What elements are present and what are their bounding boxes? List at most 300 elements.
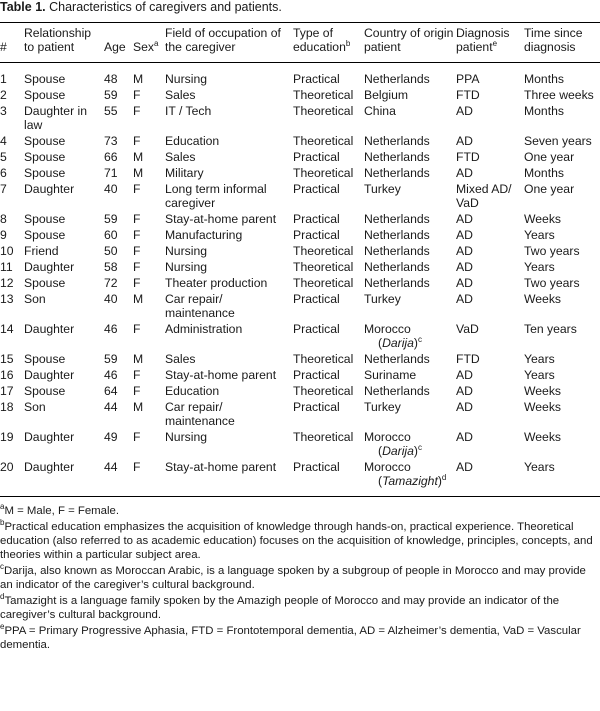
sex-cell <box>133 104 165 134</box>
age-cell-text: 64 <box>104 384 118 398</box>
table-row <box>0 368 600 384</box>
relationship-cell <box>24 400 104 430</box>
table-row <box>0 352 600 368</box>
row-number-text: 15 <box>0 352 14 366</box>
occupation-cell-text: Nursing <box>165 244 207 258</box>
sex-cell <box>133 460 165 490</box>
education-cell-text: Theoretical <box>293 352 354 366</box>
sex-cell-text: F <box>133 368 141 382</box>
age-cell <box>104 182 133 212</box>
time-cell <box>524 292 600 322</box>
age-cell-text: 58 <box>104 260 118 274</box>
age-cell <box>104 62 133 88</box>
column-header <box>24 26 104 62</box>
row-number-text: 19 <box>0 430 14 444</box>
sex-cell <box>133 166 165 182</box>
age-cell <box>104 400 133 430</box>
footnote <box>0 594 600 622</box>
occupation-cell <box>165 352 293 368</box>
diagnosis-cell-text: AD <box>456 134 473 148</box>
footnote-text: Tamazight is a language family spoken by the Amazigh people of Morocco and may provide an indicator of the caregiver’s cultural background. <box>0 595 560 621</box>
country-cell-text: Turkey <box>364 292 401 306</box>
sex-cell <box>133 292 165 322</box>
education-cell-text: Practical <box>293 228 340 242</box>
education-cell-text: Practical <box>293 212 340 226</box>
row-number <box>0 228 24 244</box>
row-number <box>0 460 24 490</box>
time-cell <box>524 104 600 134</box>
relationship-cell-text: Daughter <box>24 430 75 444</box>
occupation-cell <box>165 322 293 352</box>
row-number-text: 20 <box>0 460 14 474</box>
age-cell <box>104 150 133 166</box>
country-cell-text: Netherlands <box>364 134 430 148</box>
characteristics-table <box>0 26 600 490</box>
sex-cell <box>133 276 165 292</box>
footnote-mark: b <box>0 518 5 528</box>
diagnosis-cell <box>456 430 524 460</box>
time-cell-text: Years <box>524 368 555 382</box>
sex-cell <box>133 400 165 430</box>
table-row <box>0 384 600 400</box>
table-body <box>0 62 600 490</box>
occupation-cell-text: Military <box>165 166 204 180</box>
relationship-cell <box>24 212 104 228</box>
age-cell <box>104 352 133 368</box>
age-cell-text: 55 <box>104 104 118 118</box>
time-cell <box>524 244 600 260</box>
occupation-cell <box>165 292 293 322</box>
education-cell <box>293 368 364 384</box>
age-cell-text: 60 <box>104 228 118 242</box>
table-row <box>0 104 600 134</box>
occupation-cell-text: Stay-at-home parent <box>165 368 277 382</box>
occupation-cell-text: Long term informal caregiver <box>165 182 267 210</box>
diagnosis-cell <box>456 368 524 384</box>
country-cell-text: Netherlands <box>364 228 430 242</box>
age-cell-text: 40 <box>104 182 118 196</box>
diagnosis-cell-text: AD <box>456 430 473 444</box>
row-number <box>0 134 24 150</box>
row-number-text: 8 <box>0 212 7 226</box>
row-number <box>0 182 24 212</box>
table-row <box>0 400 600 430</box>
age-cell-text: 46 <box>104 322 118 336</box>
education-cell-text: Practical <box>293 182 340 196</box>
relationship-cell-text: Son <box>24 292 46 306</box>
diagnosis-cell <box>456 276 524 292</box>
relationship-cell <box>24 150 104 166</box>
occupation-cell <box>165 88 293 104</box>
row-number-text: 16 <box>0 368 14 382</box>
sex-cell-text: F <box>133 260 141 274</box>
language-name: Tamazight <box>382 474 438 488</box>
age-cell-text: 59 <box>104 352 118 366</box>
relationship-cell <box>24 276 104 292</box>
country-cell-text: Turkey <box>364 182 401 196</box>
country-cell <box>364 104 456 134</box>
occupation-cell-text: Nursing <box>165 430 207 444</box>
age-cell-text: 59 <box>104 212 118 226</box>
country-cell-text: Netherlands <box>364 260 430 274</box>
row-number <box>0 322 24 352</box>
age-cell <box>104 166 133 182</box>
row-number <box>0 276 24 292</box>
education-cell <box>293 88 364 104</box>
country-cell <box>364 244 456 260</box>
time-cell <box>524 182 600 212</box>
column-header <box>104 26 133 62</box>
time-cell-text: Years <box>524 260 555 274</box>
occupation-cell-text: Theater production <box>165 276 268 290</box>
country-cell-text: Morocco <box>364 322 411 336</box>
occupation-cell <box>165 182 293 212</box>
relationship-cell <box>24 134 104 150</box>
row-number <box>0 166 24 182</box>
footnote-mark: a <box>0 502 5 512</box>
education-cell <box>293 62 364 88</box>
footnote-mark: d <box>0 592 5 602</box>
column-header <box>133 26 165 62</box>
country-cell <box>364 150 456 166</box>
diagnosis-cell-text: AD <box>456 166 473 180</box>
diagnosis-cell <box>456 244 524 260</box>
country-cell-text: Netherlands <box>364 352 430 366</box>
relationship-cell <box>24 182 104 212</box>
time-cell <box>524 352 600 368</box>
diagnosis-cell <box>456 384 524 400</box>
table-row <box>0 292 600 322</box>
occupation-cell-text: Sales <box>165 88 196 102</box>
diagnosis-cell-text: AD <box>456 384 473 398</box>
country-cell-text: Netherlands <box>364 276 430 290</box>
diagnosis-cell-text: PPA <box>456 72 480 86</box>
relationship-cell-text: Spouse <box>24 150 66 164</box>
sex-cell <box>133 368 165 384</box>
relationship-cell-text: Spouse <box>24 352 66 366</box>
sex-cell-text: M <box>133 166 144 180</box>
country-cell <box>364 166 456 182</box>
table-row <box>0 228 600 244</box>
diagnosis-cell <box>456 104 524 134</box>
table-row <box>0 244 600 260</box>
row-number-text: 13 <box>0 292 14 306</box>
relationship-cell <box>24 260 104 276</box>
age-cell <box>104 384 133 400</box>
occupation-cell-text: Sales <box>165 150 196 164</box>
education-cell <box>293 276 364 292</box>
age-cell-text: 72 <box>104 276 118 290</box>
diagnosis-cell-text: AD <box>456 104 473 118</box>
header-row <box>0 26 600 62</box>
time-cell-text: Ten years <box>524 322 577 336</box>
relationship-cell-text: Spouse <box>24 228 66 242</box>
education-cell-text: Practical <box>293 322 340 336</box>
education-cell <box>293 322 364 352</box>
relationship-cell <box>24 430 104 460</box>
time-cell <box>524 150 600 166</box>
education-cell-text: Theoretical <box>293 384 354 398</box>
diagnosis-cell <box>456 62 524 88</box>
relationship-cell <box>24 292 104 322</box>
row-number-text: 2 <box>0 88 7 102</box>
diagnosis-cell <box>456 400 524 430</box>
sex-cell <box>133 88 165 104</box>
relationship-cell <box>24 88 104 104</box>
education-cell <box>293 182 364 212</box>
relationship-cell-text: Spouse <box>24 276 66 290</box>
education-cell <box>293 292 364 322</box>
diagnosis-cell <box>456 150 524 166</box>
age-cell-text: 66 <box>104 150 118 164</box>
diagnosis-cell <box>456 292 524 322</box>
diagnosis-cell <box>456 166 524 182</box>
sex-cell-text: M <box>133 150 144 164</box>
relationship-cell-text: Spouse <box>24 384 66 398</box>
relationship-cell <box>24 228 104 244</box>
time-cell-text: Weeks <box>524 384 562 398</box>
age-cell-text: 71 <box>104 166 118 180</box>
relationship-cell <box>24 384 104 400</box>
country-cell <box>364 228 456 244</box>
relationship-cell <box>24 368 104 384</box>
country-cell <box>364 182 456 212</box>
country-cell-text: Netherlands <box>364 166 430 180</box>
occupation-cell <box>165 244 293 260</box>
time-cell-text: Weeks <box>524 212 562 226</box>
occupation-cell <box>165 104 293 134</box>
time-cell <box>524 322 600 352</box>
country-cell-text: Turkey <box>364 400 401 414</box>
column-header-label: Time since diagnosis <box>524 26 583 54</box>
education-cell-text: Practical <box>293 150 340 164</box>
relationship-cell-text: Daughter <box>24 460 75 474</box>
time-cell-text: Two years <box>524 244 580 258</box>
education-cell <box>293 400 364 430</box>
sex-cell-text: F <box>133 134 141 148</box>
sex-cell-text: M <box>133 72 144 86</box>
country-cell <box>364 384 456 400</box>
sex-cell <box>133 62 165 88</box>
country-cell-text: Belgium <box>364 88 409 102</box>
sex-cell-text: F <box>133 430 141 444</box>
diagnosis-cell <box>456 460 524 490</box>
age-cell <box>104 88 133 104</box>
sex-cell-text: M <box>133 400 144 414</box>
sex-cell <box>133 150 165 166</box>
occupation-cell <box>165 400 293 430</box>
sex-cell <box>133 182 165 212</box>
occupation-cell <box>165 430 293 460</box>
table-row <box>0 430 600 460</box>
age-cell <box>104 212 133 228</box>
relationship-cell-text: Daughter <box>24 368 75 382</box>
sex-cell <box>133 244 165 260</box>
row-number <box>0 244 24 260</box>
education-cell <box>293 384 364 400</box>
country-cell-text: Morocco <box>364 430 411 444</box>
education-cell-text: Practical <box>293 292 340 306</box>
row-number <box>0 368 24 384</box>
time-cell-text: Months <box>524 104 564 118</box>
sex-cell-text: F <box>133 182 141 196</box>
row-number <box>0 292 24 322</box>
diagnosis-cell-text: VaD <box>456 322 479 336</box>
time-cell-text: Years <box>524 228 555 242</box>
diagnosis-cell-text: AD <box>456 244 473 258</box>
column-header-label: Relationship to patient <box>24 26 92 54</box>
time-cell <box>524 212 600 228</box>
education-cell <box>293 244 364 260</box>
education-cell <box>293 212 364 228</box>
occupation-cell-text: Nursing <box>165 260 207 274</box>
bottom-rule <box>0 496 600 497</box>
relationship-cell-text: Spouse <box>24 166 66 180</box>
row-number-text: 18 <box>0 400 14 414</box>
time-cell-text: Seven years <box>524 134 592 148</box>
time-cell-text: Years <box>524 460 555 474</box>
occupation-cell-text: Stay-at-home parent <box>165 460 277 474</box>
occupation-cell <box>165 228 293 244</box>
country-cell-text: Netherlands <box>364 212 430 226</box>
row-number-text: 3 <box>0 104 7 118</box>
diagnosis-cell <box>456 260 524 276</box>
footnote-marker: d <box>441 472 447 482</box>
relationship-cell-text: Friend <box>24 244 59 258</box>
time-cell-text: Months <box>524 72 564 86</box>
relationship-cell-text: Spouse <box>24 212 66 226</box>
country-cell <box>364 88 456 104</box>
age-cell <box>104 244 133 260</box>
education-cell-text: Theoretical <box>293 166 354 180</box>
age-cell <box>104 322 133 352</box>
sex-cell-text: F <box>133 228 141 242</box>
diagnosis-cell <box>456 352 524 368</box>
header-rule <box>0 62 600 63</box>
diagnosis-cell <box>456 212 524 228</box>
column-header-label: Country of origin patient <box>364 26 454 54</box>
footnote-text: Darija, also known as Moroccan Arabic, is a language spoken by a subgroup of people in Morocco and may provide an indicator of the caregiver’s cultural background. <box>0 565 586 591</box>
table-row <box>0 166 600 182</box>
country-cell <box>364 430 456 460</box>
row-number-text: 6 <box>0 166 7 180</box>
column-header-label: Diagnosis patient <box>456 26 510 54</box>
time-cell <box>524 134 600 150</box>
footnote-marker: e <box>492 38 498 48</box>
occupation-cell-text: IT / Tech <box>165 104 212 118</box>
table-row <box>0 88 600 104</box>
column-header <box>364 26 456 62</box>
relationship-cell-text: Son <box>24 400 46 414</box>
occupation-cell <box>165 166 293 182</box>
age-cell-text: 46 <box>104 368 118 382</box>
time-cell-text: Two years <box>524 276 580 290</box>
footnote-text: Practical education emphasizes the acquisition of knowledge through hands-on, practical experience. Theoretical education (also referred to as academic education) focuses on the acquisition of knowledge, principles, concepts, and theories within a particular subject area. <box>0 521 593 561</box>
occupation-cell-text: Nursing <box>165 72 207 86</box>
row-number-text: 11 <box>0 260 13 274</box>
occupation-cell-text: Education <box>165 384 220 398</box>
time-cell <box>524 430 600 460</box>
relationship-cell-text: Daughter <box>24 260 75 274</box>
country-cell <box>364 260 456 276</box>
diagnosis-cell-text: AD <box>456 460 473 474</box>
time-cell <box>524 62 600 88</box>
language-name: Darija <box>382 444 414 458</box>
row-number-text: 4 <box>0 134 7 148</box>
occupation-cell-text: Education <box>165 134 220 148</box>
country-cell-text: Netherlands <box>364 150 430 164</box>
sex-cell-text: F <box>133 322 141 336</box>
time-cell-text: Three weeks <box>524 88 594 102</box>
age-cell <box>104 430 133 460</box>
relationship-cell-text: Spouse <box>24 72 66 86</box>
occupation-cell-text: Car repair/ maintenance <box>165 292 235 320</box>
occupation-cell <box>165 62 293 88</box>
column-header <box>165 26 293 62</box>
time-cell <box>524 400 600 430</box>
education-cell <box>293 460 364 490</box>
occupation-cell <box>165 460 293 490</box>
occupation-cell <box>165 134 293 150</box>
country-cell-text: Morocco <box>364 460 411 474</box>
footnote-mark: c <box>0 562 4 572</box>
footnote-mark: e <box>0 622 5 632</box>
age-cell-text: 50 <box>104 244 118 258</box>
education-cell-text: Practical <box>293 400 340 414</box>
row-number <box>0 384 24 400</box>
row-number <box>0 88 24 104</box>
row-number-text: 10 <box>0 244 14 258</box>
occupation-cell <box>165 260 293 276</box>
sex-cell-text: F <box>133 276 141 290</box>
diagnosis-cell <box>456 322 524 352</box>
education-cell-text: Theoretical <box>293 260 354 274</box>
time-cell <box>524 260 600 276</box>
occupation-cell-text: Administration <box>165 322 243 336</box>
time-cell-text: One year <box>524 150 575 164</box>
row-number-text: 14 <box>0 322 14 336</box>
row-number <box>0 62 24 88</box>
sex-cell-text: M <box>133 352 144 366</box>
country-cell-text: Netherlands <box>364 72 430 86</box>
footnote <box>0 504 600 518</box>
diagnosis-cell <box>456 182 524 212</box>
time-cell <box>524 384 600 400</box>
diagnosis-cell-text: AD <box>456 400 473 414</box>
sex-cell-text: F <box>133 384 141 398</box>
language-note: (Darija)$^c$ <box>378 334 422 350</box>
row-number <box>0 400 24 430</box>
sex-cell-text: M <box>133 292 144 306</box>
age-cell-text: 59 <box>104 88 118 102</box>
diagnosis-cell-text: AD <box>456 212 473 226</box>
country-cell <box>364 352 456 368</box>
column-header-label: Type of education <box>293 26 346 54</box>
row-number-text: 17 <box>0 384 14 398</box>
diagnosis-cell-text: Mixed AD/ VaD <box>456 182 512 210</box>
diagnosis-cell-text: AD <box>456 228 473 242</box>
top-rule <box>0 22 600 23</box>
table-row <box>0 62 600 88</box>
education-cell-text: Theoretical <box>293 104 354 118</box>
education-cell <box>293 430 364 460</box>
time-cell-text: Years <box>524 352 555 366</box>
table-row <box>0 260 600 276</box>
occupation-cell <box>165 384 293 400</box>
row-number <box>0 430 24 460</box>
table-row <box>0 276 600 292</box>
row-number <box>0 104 24 134</box>
